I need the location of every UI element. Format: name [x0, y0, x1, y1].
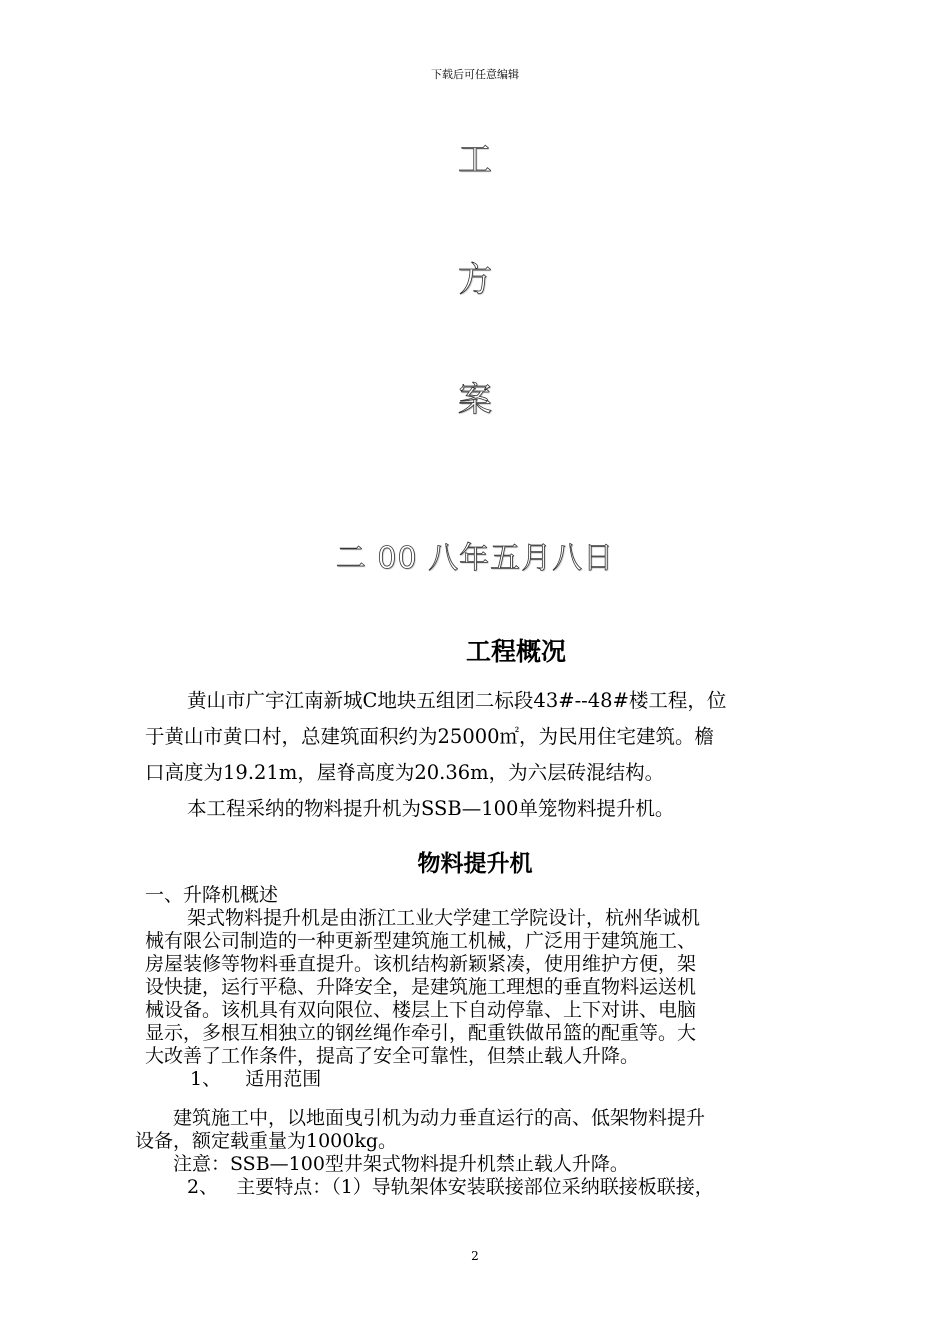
- page-number: 2: [471, 1249, 479, 1263]
- hoist-desc-line-4: 设快捷，运行平稳、升降安全，是建筑施工理想的垂直物料运送机: [145, 976, 697, 998]
- hoist-desc-line-1: 架式物料提升机是由浙江工业大学建工学院设计，杭州华诚机: [187, 907, 701, 929]
- hoist-desc-line-6: 显示，多根互相独立的钢丝绳作牵引，配重铁做吊篮的配重等。大: [145, 1022, 697, 1044]
- hoist-desc-line-7: 大改善了工作条件，提高了安全可靠性，但禁止载人升降。: [145, 1045, 640, 1067]
- overview-title: 工程概况: [465, 637, 566, 666]
- scope-section: [135, 1107, 825, 1199]
- section-heading-1: 一、升降机概述: [145, 884, 279, 906]
- overview-line-3: 口高度为19.21m，屋脊高度为20.36m，为六层砖混结构。: [145, 761, 665, 784]
- hoist-title: 物料提升机: [417, 851, 533, 877]
- cover-char-an: 案: [458, 380, 492, 420]
- cover-char-fang: 方: [458, 260, 492, 300]
- header-note: 下载后可任意编辑: [431, 68, 519, 81]
- hoist-desc-line-3: 房屋装修等物料垂直提升。该机结构新颖紧凑，使用维护方便，架: [145, 953, 697, 975]
- hoist-desc-line-5: 械设备。该机具有双向限位、楼层上下自动停靠、上下对讲、电脑: [145, 999, 697, 1021]
- cover-date: 二 00 八年五月八日: [335, 541, 615, 576]
- item-heading-2: 2、 主要特点：（1）导轨架体安装联接部位采纳联接板联接，: [187, 1176, 714, 1198]
- hoist-desc-line-2: 械有限公司制造的一种更新型建筑施工机械，广泛用于建筑施工、: [145, 930, 697, 952]
- hoist-section: [145, 884, 825, 1091]
- overview-line-2: 于黄山市黄口村，总建筑面积约为25000㎡，为民用住宅建筑。檐: [145, 725, 715, 748]
- overview-hoist-model: 本工程采纳的物料提升机为SSB—100单笼物料提升机。: [187, 797, 675, 820]
- scope-line-1: 建筑施工中，以地面曳引机为动力垂直运行的高、低架物料提升: [173, 1107, 706, 1129]
- overview-paragraph: [145, 683, 825, 827]
- scope-line-2: 设备，额定载重量为1000kg。: [135, 1130, 398, 1152]
- hoist-note: 注意：SSB—100型井架式物料提升机禁止载人升降。: [173, 1153, 629, 1175]
- overview-line-1: 黄山市广宇江南新城C地块五组团二标段43#--48#楼工程，位: [187, 689, 727, 712]
- item-heading-1: 1、 适用范围: [190, 1068, 322, 1090]
- cover-char-gong: 工: [458, 140, 492, 180]
